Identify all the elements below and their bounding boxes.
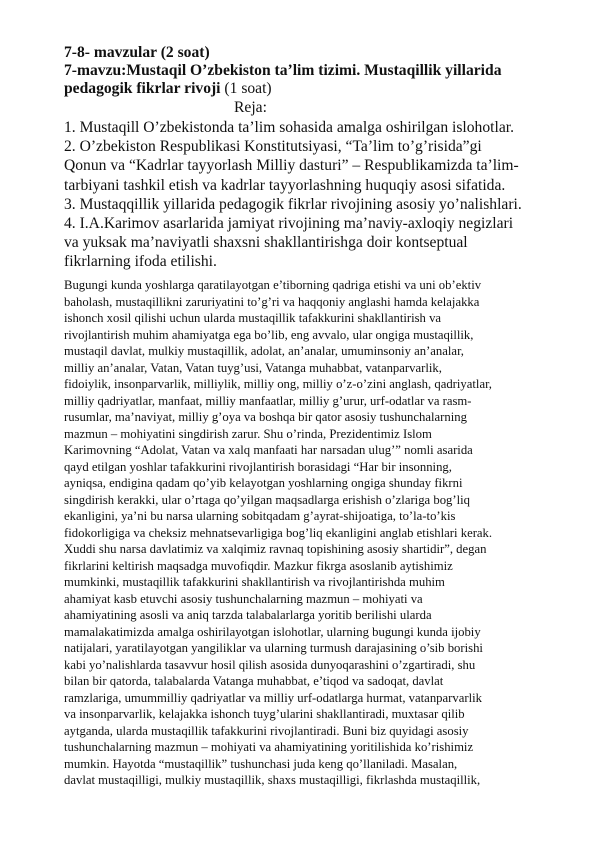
paragraph-line: ahamiyat kasb etuvchi asosiy tushunchalarning mazmun – mohiyati va: [64, 591, 423, 606]
paragraph-line: ayniqsa, endigina qadam qo’yib kelayotgan yoshlarning ongiga shunday fikrni: [64, 476, 463, 490]
plan-label: Reja:: [234, 99, 267, 116]
paragraph-line: aytganda, ularda mustaqillik tafakkurini rivojlantiradi. Buni biz quyidagi asosiy: [64, 723, 469, 738]
topic-heading: 7-8- mavzular (2 soat): [64, 44, 210, 61]
paragraph-line: baholash, mustaqillikni zaruriyatini to’g’ri va haqqoniy anglashi hamda kelajakka: [64, 294, 480, 309]
paragraph-line: qayd etilgan yoshlar tafakkurini rivojlantirish borasidagi “Har bir insonning,: [64, 459, 452, 474]
lecture-title: 7-mavzu:Mustaqil O’zbekiston ta’lim tizimi. Mustaqillik yillarida: [64, 62, 502, 79]
plan-item-line: 4. I.A.Karimov asarlarida jamiyat rivojining ma’naviy-axloqiy negizlari: [64, 215, 514, 233]
paragraph-line: ekanligini, ya’ni bu narsa ularning sobitqadam g’ayrat-shijoatiga, to’la-to’kis: [64, 509, 456, 523]
plan-item-line: va yuksak ma’naviyatli shaxsni shakllantirishga doir kontseptual: [64, 234, 468, 252]
paragraph-line: rivojlantirish muhim ahamiyatga ega bo’lib, eng avvalo, ular ongiga mustaqillik,: [64, 327, 474, 342]
plan-item-line: Qonun va “Kadrlar tayyorlash Milliy dasturi” – Respublikamizda ta’lim-: [64, 157, 519, 175]
lecture-duration: (1 soat): [220, 80, 272, 97]
paragraph-line: kabi yo’nalishlarda tasavvur hosil qilish asosida dunyoqarashini o’zgartiradi, shu: [64, 657, 476, 672]
paragraph-line: fidoiylik, insonparvarlik, milliylik, milliy ong, milliy o’z-o’zini anglash, qadriyatlar,: [64, 377, 492, 391]
paragraph-line: singdirish kerakki, ular o’rtaga qo’yilgan maqsadlarga erishish o’zlariga bog’liq: [64, 492, 470, 507]
lecture-title-continued: [64, 80, 534, 98]
paragraph-line: va insonparvarlik, kelajakka ishonch tuyg’ularini shakllantiradi, muxtasar qilib: [64, 707, 465, 721]
plan-item-line: 1. Mustaqill O’zbekistonda ta’lim sohasida amalga oshirilgan islohotlar.: [64, 119, 514, 136]
paragraph-line: milliy qadriyatlar, manfaat, milliy manfaatlar, milliy g’urur, urf-odatlar va rasm-: [64, 393, 472, 408]
paragraph-line: mazmun – mohiyatini singdirish zarur. Shu o’rinda, Prezidentimiz Islom: [64, 426, 432, 441]
plan-item-line: 3. Mustaqqillik yillarida pedagogik fikrlar rivojining asosiy yo’nalishlari.: [64, 195, 522, 213]
paragraph-line: rusumlar, ma’naviyat, milliy g’oya va boshqa bir qator asosiy tushunchalarning: [64, 410, 467, 424]
paragraph-line: natijalari, yaratilayotgan yangiliklar va ularning turmush darajasining o’sib borishi: [64, 641, 483, 655]
paragraph-line: davlat mustaqilligi, mulkiy mustaqillik, shaxs mustaqilligi, fikrlashda mustaqillik,: [64, 773, 481, 787]
plan-item-line: fikrlarning ifoda etilishi.: [64, 253, 217, 271]
paragraph-line: fidokorligiga va cheksiz mehnatsevarligiga bog’liq ekanligini anglab etishlari kerak.: [64, 525, 493, 540]
paragraph-line: fikrlarini keltirish maqsadga muvofiqdir. Mazkur fikrga asoslanib aytishimiz: [64, 558, 453, 573]
paragraph-line: mamalakatimizda amalga oshirilayotgan islohotlar, ularning bugungi kunda ijobiy: [64, 624, 481, 639]
paragraph-line: ahamiyatining asosli va aniq tarzda talabalarlarga yoritib berilishi ularda: [64, 608, 432, 622]
paragraph-line: mustaqil davlat, mulkiy mustaqillik, adolat, an’analar, umuminsoniy an’analar,: [64, 344, 464, 358]
paragraph-line: Karimovning “Adolat, Vatan va xalq manfaati har narsadan ulug’” nomli asarida: [64, 443, 473, 457]
paragraph-line: tushunchalarning mazmun – mohiyati va ahamiyatining yoritilishida ko’rishimiz: [64, 740, 474, 754]
paragraph-line: bilan bir qatorda, talabalarda Vatanga muhabbat, e’tiqod va sadoqat, davlat: [64, 674, 444, 688]
plan-item-line: tarbiyani tashkil etish va kadrlar tayyorlashning huquqiy asosi sifatida.: [64, 176, 506, 194]
plan-list: [64, 118, 542, 272]
paragraph-line: Xuddi shu narsa davlatimiz va xalqimiz ravnaq topishining asosiy shartidir”, degan: [64, 542, 487, 556]
paragraph-line: milliy an’analar, Vatan, Vatan tuyg’usi, Vatanga muhabbat, vatanparvarlik,: [64, 360, 442, 375]
paragraph-line: Bugungi kunda yoshlarga qaratilayotgan e’tiborning qadriga etishi va uni ob’ektiv: [64, 278, 482, 292]
body-text: [64, 277, 544, 789]
paragraph-line: mumkin. Hayotda “mustaqillik” tushunchasi juda keng qo’llaniladi. Masalan,: [64, 756, 458, 771]
lecture-title-bold-part: pedagogik fikrlar rivoji: [64, 80, 221, 97]
paragraph-line: ishonch xosil qilishi uchun ularda mustaqillik tafakkurini shakllantirish va: [64, 311, 442, 325]
paragraph-line: ramzlariga, umummilliy qadriyatlar va milliy urf-odatlarga hurmat, vatanparvarlik: [64, 690, 482, 705]
paragraph-line: mumkinki, mustaqillik tafakkurini shakllantirish va rivojlantirishda muhim: [64, 575, 445, 589]
plan-item-line: 2. O’zbekiston Respublikasi Konstitutsiyasi, “Ta’lim to’g’risida”gi: [64, 138, 482, 156]
